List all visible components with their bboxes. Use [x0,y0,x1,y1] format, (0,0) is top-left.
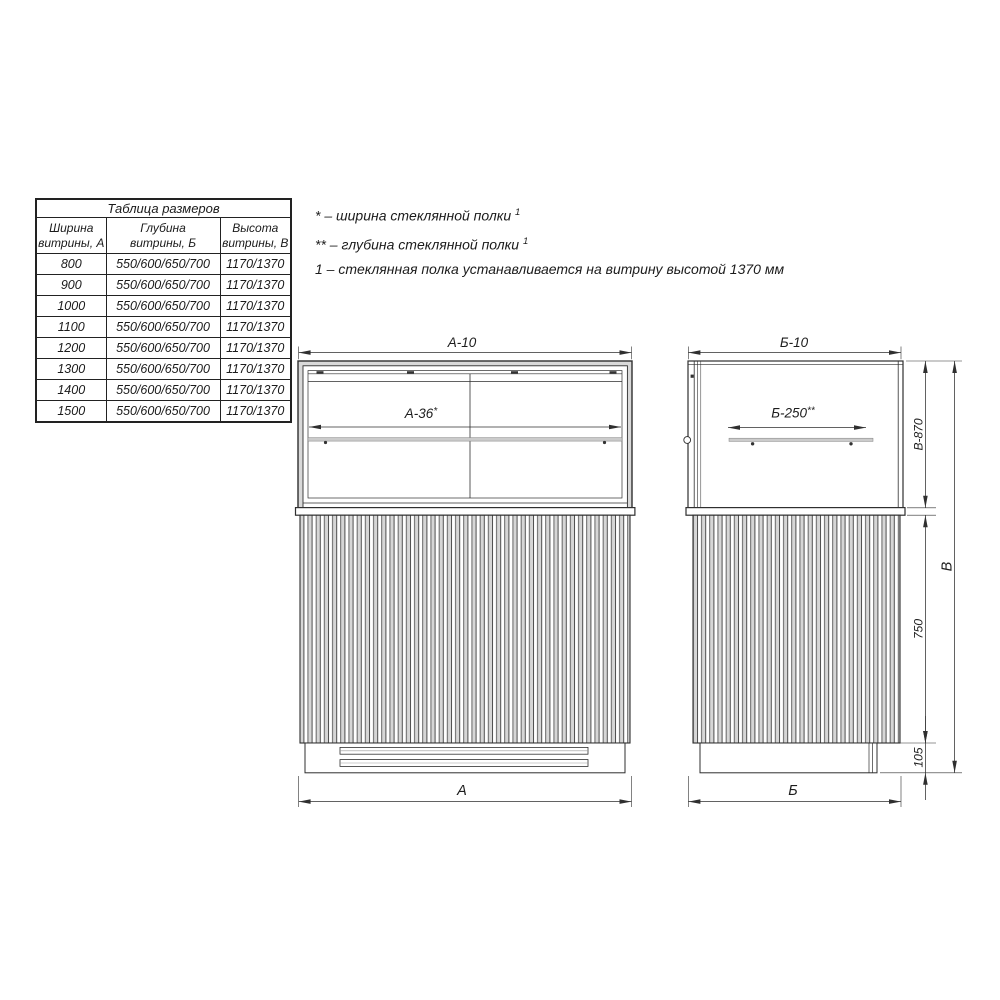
column-header-width: Ширина витрины, А [36,218,106,254]
column-header-height: Высота витрины, В [220,218,291,254]
dimension-arrow [299,799,311,804]
dimension-arrow [688,350,700,355]
dimension-arrow [923,361,928,373]
side-plinth [700,743,877,773]
cell-width: 800 [36,254,106,275]
column-header-depth: Глубина витрины, Б [106,218,220,254]
note-superscript: 1 [515,207,521,218]
cell-width: 1300 [36,359,106,380]
side-view [684,361,905,773]
cell-depth: 550/600/650/700 [106,401,220,423]
cell-height: 1170/1370 [220,275,291,296]
cell-height: 1170/1370 [220,401,291,423]
table-title: Таблица размеров [36,199,291,218]
dim-label-shelf-width: А-36* [404,406,438,421]
side-slatted-body [693,515,900,743]
cell-depth: 550/600/650/700 [106,338,220,359]
dim-label-depth-bottom: Б [788,783,798,799]
shelf-support-dot [324,441,327,444]
dim-label-width-top: А-10 [447,335,477,350]
dimension-arrow [923,496,928,508]
cell-depth: 550/600/650/700 [106,254,220,275]
dim-label-width-bottom: А [457,783,467,799]
front-glass-shelf [308,438,622,442]
dimension-arrow [952,361,957,373]
cell-height: 1170/1370 [220,317,291,338]
cell-width: 1100 [36,317,106,338]
dim-label-glass-height: В-870 [911,418,926,451]
cell-height: 1170/1370 [220,380,291,401]
glass-clamp-dot [691,375,694,378]
dim-label-depth-top: Б-10 [779,335,809,350]
dimension-arrow [620,350,632,355]
cell-height: 1170/1370 [220,359,291,380]
dimension-arrow [620,799,632,804]
cell-depth: 550/600/650/700 [106,380,220,401]
dim-label-total-height: В [939,561,956,572]
dimension-arrow [299,350,311,355]
cell-width: 1500 [36,401,106,423]
dimension-arrow [952,761,957,773]
front-slatted-body [300,515,630,743]
dimension-arrow [923,731,928,743]
note-shelf-depth: ** – глубина стеклянной полки $^1$ [315,235,529,253]
cell-width: 1200 [36,338,106,359]
cell-height: 1170/1370 [220,254,291,275]
cell-depth: 550/600/650/700 [106,317,220,338]
dimension-arrow [688,799,700,804]
cell-height: 1170/1370 [220,296,291,317]
front-counter-band [296,508,635,516]
dim-label-shelf-depth: Б-250** [771,405,815,421]
shelf-support-dot [603,441,606,444]
cell-height: 1170/1370 [220,338,291,359]
shelf-bracket-circle [684,437,691,444]
shelf-support-dot [751,442,754,445]
note-shelf-install: 1 – стеклянная полка устанавливается на витрину высотой 1370 мм [315,261,785,278]
dim-label-body-height: 750 [911,618,926,640]
side-glass-shelf [729,438,873,441]
dimension-arrow [889,799,901,804]
cell-depth: 550/600/650/700 [106,359,220,380]
cell-width: 900 [36,275,106,296]
side-glass-box [688,361,903,508]
cell-width: 1000 [36,296,106,317]
cell-depth: 550/600/650/700 [106,296,220,317]
note-superscript: 1 [522,235,529,247]
note-shelf-width: * – ширина стеклянной полки $^1$ [315,207,521,224]
cell-depth: 550/600/650/700 [106,275,220,296]
front-glass-opening [308,371,622,498]
side-counter-band [686,508,905,516]
dimension-arrow [889,350,901,355]
front-view [296,361,635,773]
cell-width: 1400 [36,380,106,401]
shelf-support-dot [849,442,852,445]
dimension-arrow [923,773,928,785]
dimension-arrow [923,515,928,527]
dim-label-plinth-height: 105 [911,747,926,768]
